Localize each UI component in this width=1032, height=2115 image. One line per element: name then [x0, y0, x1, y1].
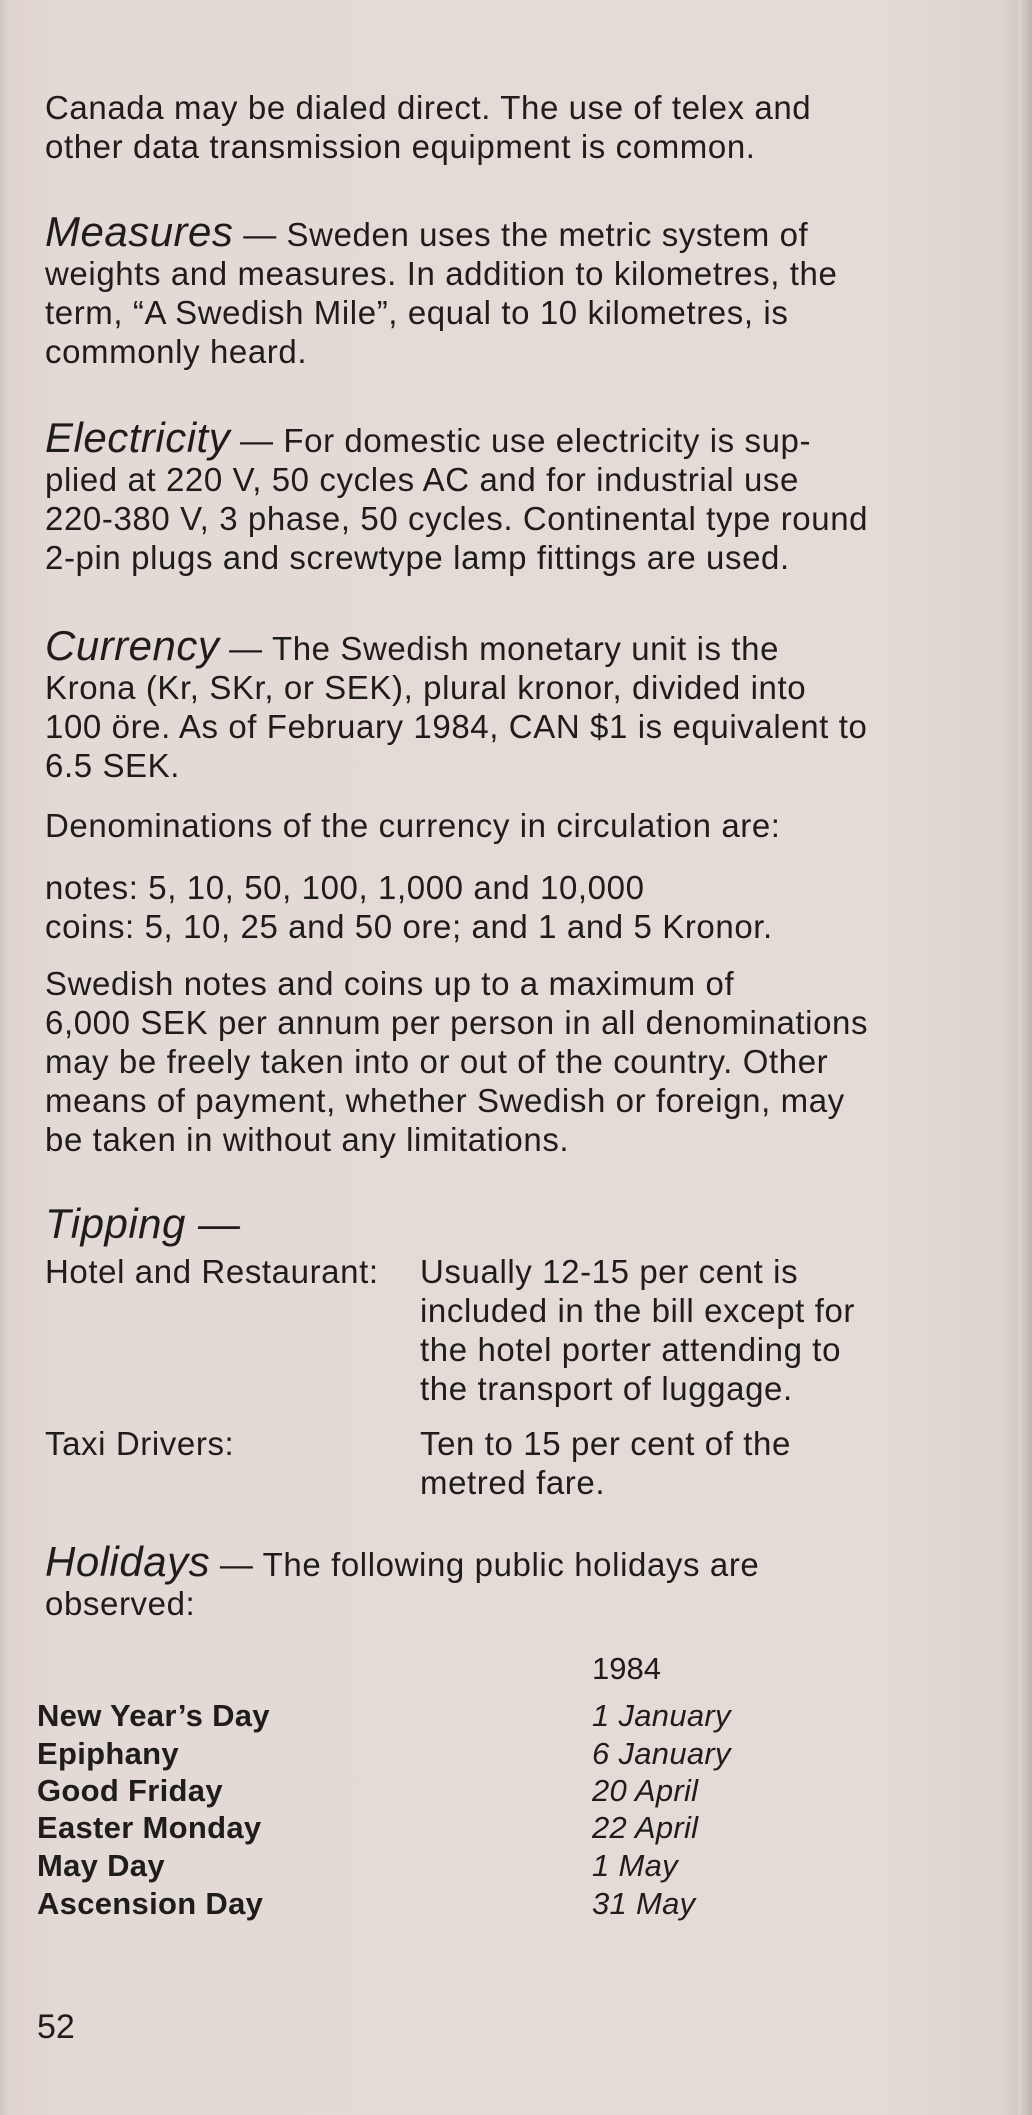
intro-line: Canada may be dialed direct. The use of telex and — [45, 89, 812, 126]
holiday-date: 31 May — [592, 1886, 696, 1921]
page-number: 52 — [37, 2008, 75, 2046]
currency-line: Krona (Kr, SKr, or SEK), plural kronor, divided into — [45, 669, 807, 706]
measures-line: — Sweden uses the metric system of — [243, 216, 809, 253]
holiday-date: 6 January — [592, 1736, 731, 1771]
electricity-section — [45, 414, 965, 577]
currency-line: 6.5 SEK. — [45, 747, 181, 784]
holiday-date: 1 January — [592, 1698, 731, 1733]
electricity-line: plied at 220 V, 50 cycles AC and for industrial use — [45, 461, 799, 498]
measures-line: weights and measures. In addition to kilometres, the — [45, 255, 838, 292]
holidays-first-line — [45, 1538, 965, 1585]
tipping-hotel-line: the hotel porter attending to — [420, 1331, 842, 1368]
limits-line: 6,000 SEK per annum per person in all denominations — [45, 1004, 869, 1041]
tipping-hotel-line: Usually 12-15 per cent is — [420, 1253, 799, 1290]
holiday-name: May Day — [37, 1848, 165, 1883]
tipping-taxi-label: Taxi Drivers: — [45, 1425, 235, 1462]
holiday-date: 20 April — [592, 1773, 699, 1808]
denominations-intro: Denominations of the currency in circulation are: — [45, 807, 781, 844]
holidays-intro-line: observed: — [45, 1585, 196, 1622]
tipping-hotel-label: Hotel and Restaurant: — [45, 1253, 379, 1290]
currency-line: 100 öre. As of February 1984, CAN $1 is equivalent to — [45, 708, 868, 745]
holidays-section — [45, 1538, 965, 1623]
tipping-taxi-line: Ten to 15 per cent of the — [420, 1425, 791, 1462]
holiday-name: New Year’s Day — [37, 1698, 270, 1733]
holiday-name: Good Friday — [37, 1773, 223, 1808]
holidays-heading: Holidays — [45, 1538, 211, 1585]
limits-line: be taken in without any limitations. — [45, 1121, 570, 1158]
electricity-line: — For domestic use electricity is sup- — [239, 422, 812, 459]
measures-heading: Measures — [45, 208, 234, 255]
electricity-line: 2-pin plugs and screwtype lamp fittings are used. — [45, 539, 790, 576]
currency-line: — The Swedish monetary unit is the — [229, 630, 780, 667]
holiday-name: Easter Monday — [37, 1810, 262, 1845]
holiday-date: 1 May — [592, 1848, 678, 1883]
tipping-taxi-value — [420, 1424, 940, 1502]
currency-first-line — [45, 622, 965, 669]
currency-limits-paragraph — [45, 964, 965, 1159]
tipping-hotel-value — [420, 1252, 940, 1408]
holiday-date: 22 April — [592, 1810, 699, 1845]
tipping-hotel-line: the transport of luggage. — [420, 1370, 793, 1407]
limits-line: may be freely taken into or out of the country. Other — [45, 1043, 829, 1080]
measures-section — [45, 208, 965, 371]
electricity-line: 220-380 V, 3 phase, 50 cycles. Continental type round — [45, 500, 869, 537]
measures-line: term, “A Swedish Mile”, equal to 10 kilometres, is — [45, 294, 789, 331]
electricity-first-line — [45, 414, 965, 461]
limits-line: means of payment, whether Swedish or foreign, may — [45, 1082, 845, 1119]
tipping-hotel-line: included in the bill except for — [420, 1292, 856, 1329]
electricity-heading: Electricity — [45, 414, 231, 461]
tipping-heading: Tipping — — [45, 1200, 241, 1247]
holidays-year: 1984 — [592, 1651, 661, 1686]
measures-line: commonly heard. — [45, 333, 308, 370]
page-gutter-left — [0, 0, 10, 2115]
denominations-list — [45, 868, 965, 946]
holiday-name: Epiphany — [37, 1736, 179, 1771]
page-edge-right — [1018, 0, 1032, 2115]
holiday-name: Ascension Day — [37, 1886, 264, 1921]
holidays-intro-line: — The following public holidays are — [219, 1546, 760, 1583]
measures-first-line — [45, 208, 965, 255]
limits-line: Swedish notes and coins up to a maximum of — [45, 965, 735, 1002]
intro-paragraph — [45, 88, 965, 166]
intro-line: other data transmission equipment is common. — [45, 128, 756, 165]
notes-line: notes: 5, 10, 50, 100, 1,000 and 10,000 — [45, 869, 645, 906]
tipping-taxi-line: metred fare. — [420, 1464, 606, 1501]
currency-heading: Currency — [45, 622, 220, 669]
coins-line: coins: 5, 10, 25 and 50 ore; and 1 and 5 Kronor. — [45, 908, 773, 945]
currency-section — [45, 622, 965, 785]
